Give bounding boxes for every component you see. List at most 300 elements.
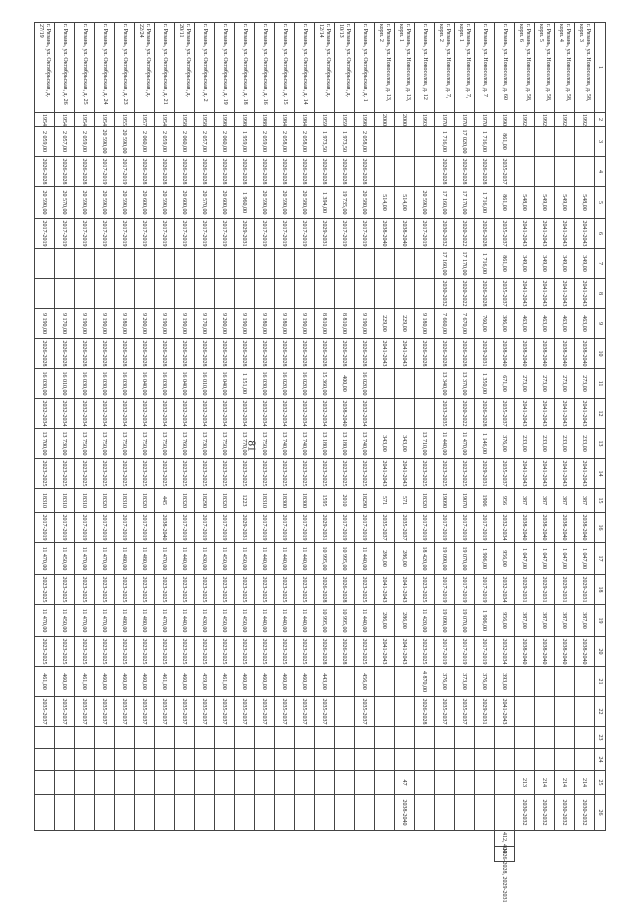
table-cell	[35, 279, 55, 309]
table-cell: 9 170,00	[55, 309, 75, 339]
table-cell: 387,00	[555, 605, 575, 637]
table-cell	[475, 771, 495, 795]
column-number: 7	[595, 249, 606, 279]
table-cell: 2035-2037	[115, 697, 135, 727]
table-cell: 2026-2028	[315, 575, 335, 605]
table-cell	[495, 749, 515, 771]
table-cell: 349,00	[535, 249, 555, 279]
column-number: 14	[595, 459, 606, 489]
table-cell	[435, 749, 455, 771]
address-cell: г. Рязань, ул. Октябрьская, д. 22/24	[135, 23, 155, 113]
table-cell: 2023-2025	[175, 459, 195, 489]
table-cell: 548,00	[515, 187, 535, 219]
table-cell: 2023-2025	[155, 637, 175, 667]
table-cell: 2017-2019	[415, 219, 435, 249]
table-cell: 2026-2028	[435, 339, 455, 369]
table-cell: 13 370,00	[455, 369, 475, 399]
table-cell: 2032-2034	[175, 399, 195, 429]
address-cell: г. Рязань, ул. Новоселов, д. 13, корп. 2	[375, 23, 395, 113]
table-cell: 2026-2028	[475, 399, 495, 429]
table-cell: 2017-2019	[455, 575, 475, 605]
table-cell	[95, 727, 115, 749]
table-cell: 2017-2019	[475, 575, 495, 605]
table-cell: 13 700,00	[35, 429, 55, 459]
table-cell: 2029-2031	[535, 575, 555, 605]
table-cell: 2017-2019	[135, 513, 155, 543]
table-cell: 2017-2019	[275, 219, 295, 249]
table-cell: 8 810,00	[315, 309, 335, 339]
table-cell: 2017-2019	[55, 219, 75, 249]
table-cell	[335, 249, 355, 279]
table-cell: 2023-2025	[255, 459, 275, 489]
table-cell: 2030-2032	[435, 219, 455, 249]
column-number: 4	[595, 157, 606, 187]
table-cell: 376,00	[495, 429, 515, 459]
table-cell: 2035-2037	[435, 697, 455, 727]
table-cell: 11 480,00	[135, 605, 155, 637]
table-cell	[375, 749, 395, 771]
table-cell: 2032-2034	[95, 399, 115, 429]
table-cell	[35, 771, 55, 795]
table-cell: 18320	[95, 489, 115, 513]
table-row	[515, 23, 535, 862]
table-cell: 2032-2034	[135, 399, 155, 429]
table-cell	[115, 771, 135, 795]
table-cell: 2035-2037	[275, 697, 295, 727]
table-cell: 956	[495, 489, 515, 513]
table-cell: 20 590,00	[275, 187, 295, 219]
table-cell	[415, 279, 435, 309]
table-cell	[235, 727, 255, 749]
table-cell: 2041-2043	[375, 575, 395, 605]
table-cell: 10 995,00	[335, 605, 355, 637]
table-cell: 19 090,00	[435, 543, 455, 575]
table-cell	[315, 795, 335, 831]
table-cell: 443,00	[315, 667, 335, 697]
table-cell: 956,00	[495, 605, 515, 637]
table-cell: 11 480,00	[135, 543, 155, 575]
table-cell	[175, 749, 195, 771]
table-cell: 2026-2028	[115, 339, 135, 369]
table-cell	[495, 727, 515, 749]
table-cell	[355, 749, 375, 771]
table-cell: 2035-2037	[495, 399, 515, 429]
table-cell: 2017-2019	[335, 219, 355, 249]
table-cell: 19 090,00	[435, 605, 455, 637]
table-cell: 2032-2034	[495, 575, 515, 605]
table-row	[355, 23, 375, 862]
table-cell: 11 470,00	[75, 605, 95, 637]
table-cell: 9 180,00	[255, 309, 275, 339]
table-cell: 2 057,00	[55, 127, 75, 157]
table-cell: 11 470,00	[155, 543, 175, 575]
table-cell: 286,00	[375, 605, 395, 637]
table-cell	[95, 279, 115, 309]
table-cell: 1992	[555, 113, 575, 127]
table-cell: 11 450,00	[215, 605, 235, 637]
table-cell: 13 750,00	[95, 429, 115, 459]
table-cell: 1 047,00	[515, 543, 535, 575]
table-cell: 2032-2034	[255, 399, 275, 429]
table-cell	[415, 157, 435, 187]
table-cell: 13 340,00	[435, 369, 455, 399]
table-row	[575, 23, 595, 862]
table-cell: 286,00	[375, 543, 395, 575]
table-cell: 2026-2028	[55, 157, 75, 187]
table-cell	[355, 279, 375, 309]
table-cell: 2017-2019	[115, 157, 135, 187]
table-cell: 20 600,00	[215, 187, 235, 219]
table-cell	[375, 279, 395, 309]
table-cell: 387	[515, 489, 535, 513]
table-cell	[395, 399, 415, 429]
table-cell	[575, 127, 595, 157]
table-cell: 1992	[515, 113, 535, 127]
table-cell	[135, 727, 155, 749]
table-cell	[475, 749, 495, 771]
column-number: 24	[595, 749, 606, 771]
address-cell: г. Рязань, ул. Октябрьская, д. 16	[255, 23, 275, 113]
table-cell	[295, 249, 315, 279]
table-cell: 2023-2025	[235, 575, 255, 605]
table-cell: 2030-2032	[535, 795, 555, 831]
column-number: 1	[595, 23, 606, 113]
table-cell: 2017-2019	[475, 513, 495, 543]
table-cell	[175, 771, 195, 795]
table-cell: 2032-2034	[295, 399, 315, 429]
table-row	[535, 23, 555, 862]
table-cell: 461,00	[155, 667, 175, 697]
table-cell: 11 450,00	[235, 605, 255, 637]
table-cell: 16 020,00	[275, 369, 295, 399]
table-cell: 1954	[35, 113, 55, 127]
table-cell	[135, 771, 155, 795]
table-cell: 2023-2025	[295, 575, 315, 605]
table-cell: 2017-2019	[75, 513, 95, 543]
table-cell: 2023-2025	[135, 459, 155, 489]
table-cell: 2017-2019	[455, 513, 475, 543]
table-cell	[395, 667, 415, 697]
table-cell: 2032-2034	[235, 399, 255, 429]
table-cell: 18300	[295, 489, 315, 513]
table-cell: 11 440,00	[255, 543, 275, 575]
table-cell: 2023-2025	[275, 459, 295, 489]
table-cell: 13 760,00	[175, 429, 195, 459]
table-cell	[115, 727, 135, 749]
table-cell: 2017-2019	[215, 513, 235, 543]
table-cell: 2026-2028	[455, 339, 475, 369]
table-cell: 548,00	[575, 187, 595, 219]
table-cell: 2038-2040	[515, 513, 535, 543]
table-cell: 233,00	[555, 429, 575, 459]
table-cell: 2023-2025	[195, 637, 215, 667]
table-cell: 463,00	[535, 309, 555, 339]
table-cell: 514,00	[375, 187, 395, 219]
table-cell: 11 440,00	[295, 605, 315, 637]
table-cell: 2023-2025	[215, 575, 235, 605]
column-number: 23	[595, 727, 606, 749]
table-cell: 13 750,00	[155, 429, 175, 459]
table-cell: 2038-2040	[555, 513, 575, 543]
table-cell: 1223	[235, 489, 255, 513]
table-cell: 387	[575, 489, 595, 513]
table-cell: 2023-2025	[215, 637, 235, 667]
table-row	[375, 23, 395, 862]
table-cell: 460,00	[95, 667, 115, 697]
table-cell: 2026-2028	[135, 157, 155, 187]
table-cell: 2026-2028	[455, 157, 475, 187]
table-cell: 2032-2034	[55, 399, 75, 429]
table-cell	[335, 795, 355, 831]
table-row	[115, 23, 135, 862]
table-cell: 1998	[355, 113, 375, 127]
table-cell: 2017-2019	[435, 575, 455, 605]
table-cell: 2017-2019	[115, 219, 135, 249]
table-cell: 16 030,00	[115, 369, 135, 399]
table-cell: 2038-2040	[575, 513, 595, 543]
table-cell: 1595	[315, 489, 335, 513]
table-cell: 2032-2034	[115, 399, 135, 429]
table-cell: 2026-2028	[415, 697, 435, 727]
table-cell: 2017-2019	[195, 513, 215, 543]
table-cell: 343,00	[395, 429, 415, 459]
table-cell: 1959	[335, 113, 355, 127]
table-cell: 7 660,00	[435, 309, 455, 339]
table-cell: 387	[535, 489, 555, 513]
table-cell	[215, 279, 235, 309]
table-cell: 18320	[175, 489, 195, 513]
table-cell	[575, 727, 595, 749]
table-cell: 1 906,00	[475, 605, 495, 637]
table-cell: 2017-2019	[275, 513, 295, 543]
table-cell: 2026-2028	[35, 157, 55, 187]
table-cell: 20 590,00	[115, 187, 135, 219]
table-cell: 18 420,00	[415, 543, 435, 575]
table-cell	[155, 727, 175, 749]
table-cell: 1970	[475, 113, 495, 127]
table-cell: 1988	[255, 113, 275, 127]
table-cell: 2041-2043	[575, 279, 595, 309]
table-cell: 2023-2025	[355, 637, 375, 667]
table-cell: 1958	[175, 113, 195, 127]
table-cell	[375, 795, 395, 831]
table-cell: 2030-2032	[555, 795, 575, 831]
table-cell: 214	[535, 771, 555, 795]
table-cell: 16 020,00	[295, 369, 315, 399]
table-cell: 1 716,00	[475, 127, 495, 157]
table-cell: 1957	[135, 113, 155, 127]
table-cell: 2023-2025	[235, 637, 255, 667]
table-cell: 2035-2037	[315, 697, 335, 727]
table-cell: 2026-2028	[195, 339, 215, 369]
table-row	[35, 23, 55, 862]
table-cell	[195, 749, 215, 771]
table-cell: 13 740,00	[275, 429, 295, 459]
table-cell: 2026-2028	[235, 157, 255, 187]
table-cell: 2035-2037	[235, 697, 255, 727]
table-cell: 2033-2035	[435, 399, 455, 429]
table-cell: 2023-2025	[155, 575, 175, 605]
table-cell	[55, 279, 75, 309]
address-cell: г. Рязань, ул. Новоселов, д. 13, корп. 1	[395, 23, 415, 113]
table-cell	[355, 795, 375, 831]
table-cell: 2023-2025	[115, 459, 135, 489]
table-cell	[475, 727, 495, 749]
table-cell: 2017-2019	[75, 219, 95, 249]
table-cell: 2023-2025	[435, 459, 455, 489]
table-cell	[375, 399, 395, 429]
table-cell: 20 570,00	[195, 187, 215, 219]
table-cell	[395, 157, 415, 187]
table-cell: 2023-2025	[115, 637, 135, 667]
table-cell	[295, 279, 315, 309]
table-cell: 2026-2028	[275, 157, 295, 187]
table-cell: 2035-2037	[375, 513, 395, 543]
table-cell	[575, 157, 595, 187]
table-cell	[195, 771, 215, 795]
table-cell: 376,00	[475, 667, 495, 697]
table-cell	[295, 771, 315, 795]
table-cell: 20 590,00	[415, 187, 435, 219]
table-cell	[535, 749, 555, 771]
table-cell: 2023-2025	[235, 459, 255, 489]
table-cell: 2035-2037	[495, 459, 515, 489]
table-cell	[75, 771, 95, 795]
table-cell: 18290	[355, 489, 375, 513]
table-cell: 2023-2025	[35, 459, 55, 489]
table-cell: 2030-2032	[515, 795, 535, 831]
table-cell: 2 058,00	[355, 127, 375, 157]
table-cell: 16 040,00	[215, 369, 235, 399]
table-cell: 2026-2028	[335, 157, 355, 187]
table-row	[315, 23, 335, 862]
table-cell: 2026-2028	[195, 157, 215, 187]
column-number: 6	[595, 219, 606, 249]
table-cell: 1958	[195, 113, 215, 127]
table-cell	[375, 369, 395, 399]
table-cell: 273,00	[515, 369, 535, 399]
table-cell: 2029-2031	[575, 575, 595, 605]
table-cell: 2023-2025	[415, 637, 435, 667]
table-cell: 2035-2037	[395, 513, 415, 543]
table-cell	[235, 771, 255, 795]
table-row	[175, 23, 195, 862]
address-cell: г. Рязань, ул. Новоселов, д. 12	[415, 23, 435, 113]
table-row	[475, 23, 495, 862]
table-cell: 2026-2028	[35, 339, 55, 369]
table-cell	[555, 697, 575, 727]
table-cell	[275, 795, 295, 831]
table-cell: 571	[395, 489, 415, 513]
table-cell: 1 151,00	[235, 369, 255, 399]
table-cell: 2026-2028	[255, 339, 275, 369]
table-cell: 1954	[155, 113, 175, 127]
table-cell	[395, 697, 415, 727]
table-cell: 2032-2034	[495, 513, 515, 543]
column-number: 18	[595, 575, 606, 605]
table-cell: 2026-2028	[355, 339, 375, 369]
table-cell	[535, 727, 555, 749]
table-cell: 18320	[215, 489, 235, 513]
table-cell: 4 870,00	[415, 667, 435, 697]
table-cell: 2041-2043	[535, 279, 555, 309]
table-cell: 2010	[335, 489, 355, 513]
table-cell: 214	[555, 771, 575, 795]
table-cell: 2041-2043	[515, 219, 535, 249]
table-cell: 463,00	[555, 309, 575, 339]
table-cell	[415, 771, 435, 795]
table-cell	[95, 749, 115, 771]
table-cell: 11 470,00	[35, 605, 55, 637]
table-cell: 2035-2037	[495, 157, 515, 187]
table-cell	[535, 127, 555, 157]
table-row	[235, 23, 255, 862]
table-cell: 2029-2031	[235, 513, 255, 543]
table-cell	[75, 795, 95, 831]
table-cell: 11 440,00	[295, 543, 315, 575]
table-cell: 16 030,00	[155, 369, 175, 399]
table-cell: 445	[155, 489, 175, 513]
table-cell: 11 430,00	[195, 543, 215, 575]
table-cell: 1906	[475, 489, 495, 513]
column-number: 20	[595, 637, 606, 667]
table-cell	[375, 249, 395, 279]
table-cell: 2035-2037	[95, 697, 115, 727]
table-cell: 2041-2043	[555, 279, 575, 309]
table-cell: 15 360,00	[315, 369, 335, 399]
table-cell: 16 030,00	[75, 369, 95, 399]
table-cell: 2030-2032	[575, 795, 595, 831]
table-cell	[375, 697, 395, 727]
table-cell: 13 750,00	[135, 429, 155, 459]
table-cell: 2035-2037	[75, 697, 95, 727]
table-cell: 349,00	[555, 249, 575, 279]
address-cell: г. Рязань, ул. Новоселов, д. 7, корп. 2	[435, 23, 455, 113]
table-cell	[135, 279, 155, 309]
table-cell: 2026-2028	[275, 339, 295, 369]
table-row	[295, 23, 315, 862]
table-cell	[235, 249, 255, 279]
table-cell: 20 590,00	[35, 187, 55, 219]
table-cell	[515, 727, 535, 749]
table-cell: 11 420,00	[415, 605, 435, 637]
table-cell: 1970	[455, 113, 475, 127]
table-cell	[295, 795, 315, 831]
table-cell	[175, 727, 195, 749]
table-cell: 1 047,00	[575, 543, 595, 575]
table-cell: 11 440,00	[275, 605, 295, 637]
table-cell: 2023-2025	[295, 459, 315, 489]
table-cell	[535, 157, 555, 187]
table-cell: 2023-2025	[55, 637, 75, 667]
table-cell: 2029-2031	[315, 219, 335, 249]
table-row	[415, 23, 435, 862]
table-cell	[455, 795, 475, 831]
table-cell	[355, 771, 375, 795]
table-cell	[395, 279, 415, 309]
table-cell: 1 906,00	[475, 543, 495, 575]
table-cell: 2035-2037	[55, 697, 75, 727]
table-cell: 2023-2025	[175, 575, 195, 605]
table-cell: 16 030,00	[255, 369, 275, 399]
page-number: 81	[245, 440, 258, 452]
table-cell: 2041-2043	[575, 399, 595, 429]
table-cell: 2026-2028	[335, 339, 355, 369]
table-row	[435, 23, 455, 862]
table-cell	[395, 369, 415, 399]
table-cell: 2026-2028	[315, 157, 335, 187]
table-cell: 2038-2040	[495, 339, 515, 369]
